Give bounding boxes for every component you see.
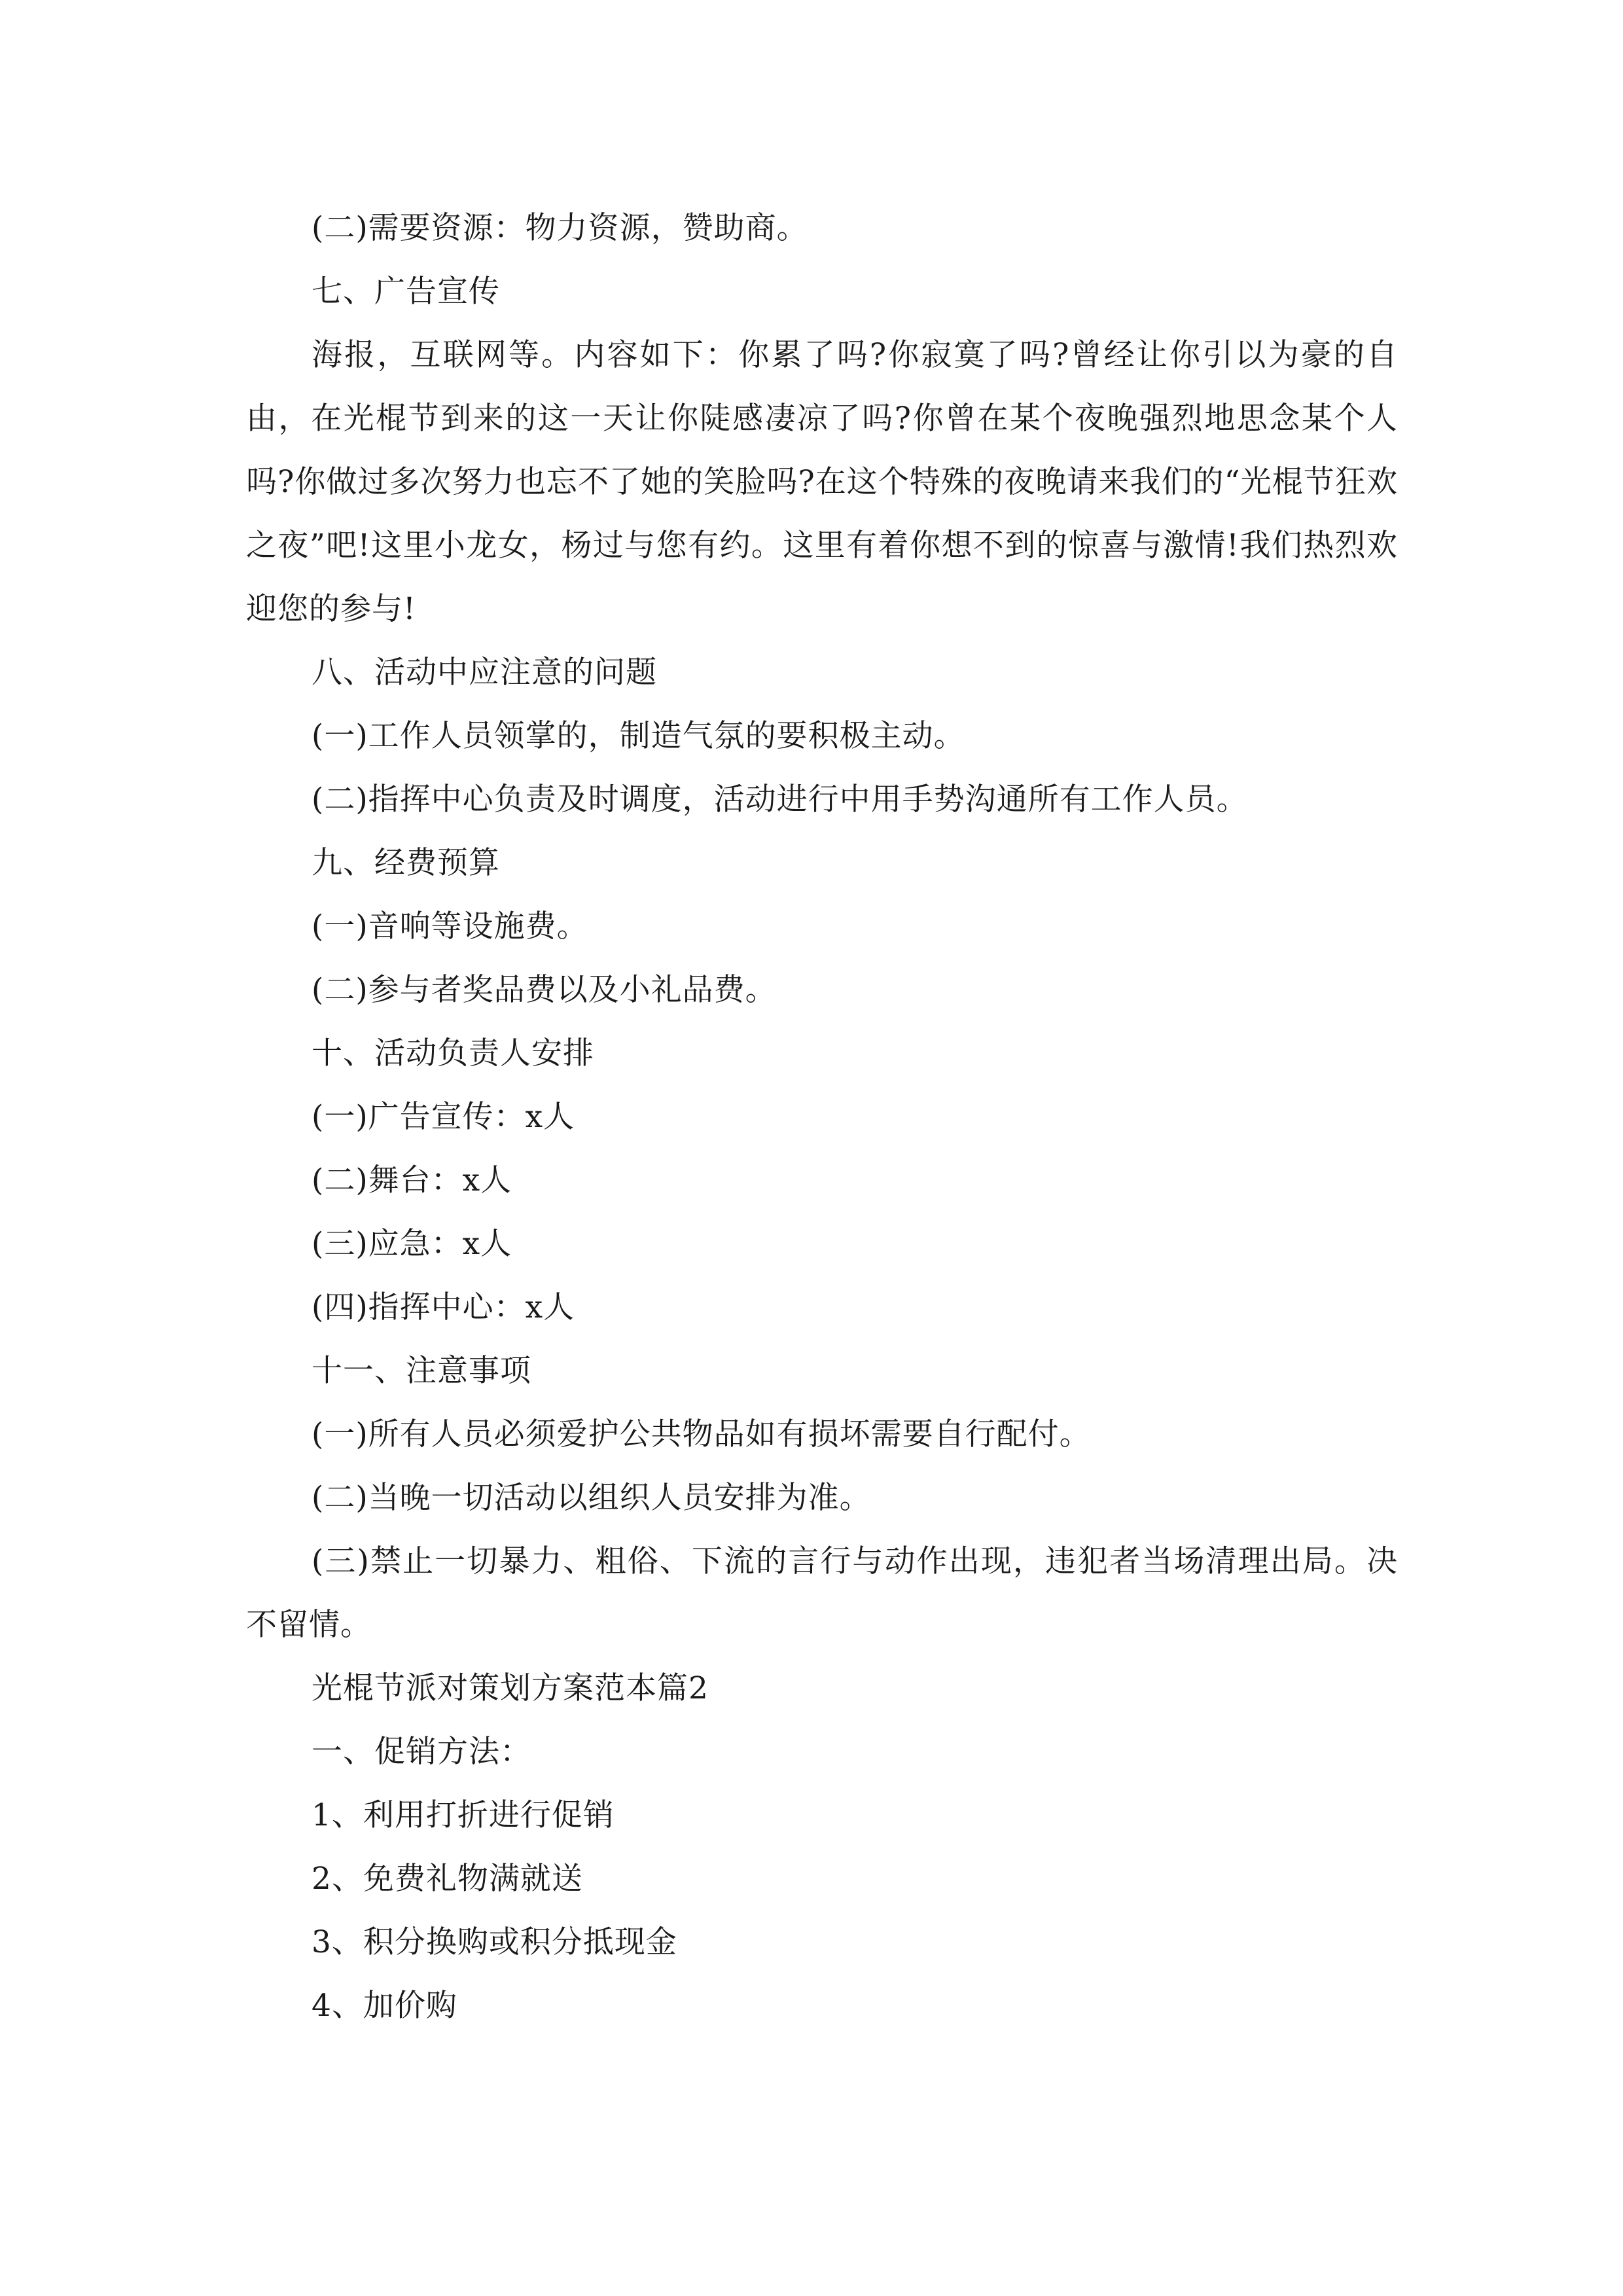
heading-promotion-methods: 一、促销方法： [312, 1734, 531, 1770]
paragraph-advertising-content: 海报，互联网等。内容如下：你累了吗?你寂寞了吗?曾经让你引以为豪的自由，在光棍节到来的这一天让你陡感凄凉了吗?你曾在某个夜晚强烈地思念某个人吗?你做过多次努力也忘不了她的笑脸吗?在这个特殊的夜晚请来我们的“光棍节狂欢之夜”吧!这里小龙女，杨过与您有约。这里有着你想不到的惊喜与激情!我们热烈欢迎您的参与! [246, 337, 1398, 627]
paragraph-staff-advertising: (一)广告宣传：x人 [312, 1099, 575, 1135]
heading-budget: 九、经费预算 [312, 845, 500, 881]
paragraph-note-3: (三)禁止一切暴力、粗俗、下流的言行与动作出现，违犯者当场清理出局。决不留情。 [246, 1543, 1398, 1643]
paragraph-staff-command: (四)指挥中心：x人 [312, 1289, 575, 1325]
paragraph-issue-1: (一)工作人员领掌的，制造气氛的要积极主动。 [312, 718, 965, 754]
paragraph-budget-2: (二)参与者奖品费以及小礼品费。 [312, 972, 777, 1008]
paragraph-staff-emergency: (三)应急：x人 [312, 1226, 512, 1262]
list-item-free-gift: 2、免费礼物满就送 [312, 1861, 583, 1897]
paragraph-note-2: (二)当晚一切活动以组织人员安排为准。 [312, 1480, 871, 1516]
paragraph-staff-stage: (二)舞台：x人 [312, 1162, 512, 1198]
list-item-add-price: 4、加价购 [312, 1988, 457, 2024]
list-item-points: 3、积分换购或积分抵现金 [312, 1924, 677, 1960]
heading-advertising: 七、广告宣传 [312, 274, 500, 310]
paragraph-note-1: (一)所有人员必须爱护公共物品如有损坏需要自行配付。 [312, 1416, 1091, 1452]
section-title-part-2: 光棍节派对策划方案范本篇2 [312, 1670, 709, 1706]
paragraph-budget-1: (一)音响等设施费。 [312, 908, 588, 944]
paragraph-issue-2: (二)指挥中心负责及时调度，活动进行中用手势沟通所有工作人员。 [312, 781, 1248, 817]
heading-notes: 十一、注意事项 [312, 1353, 531, 1389]
list-item-discount: 1、利用打折进行促销 [312, 1797, 615, 1833]
paragraph-resources: (二)需要资源：物力资源，赞助商。 [312, 210, 808, 246]
heading-staffing: 十、活动负责人安排 [312, 1035, 594, 1071]
heading-issues: 八、活动中应注意的问题 [312, 655, 657, 691]
document-body [246, 196, 1398, 2037]
